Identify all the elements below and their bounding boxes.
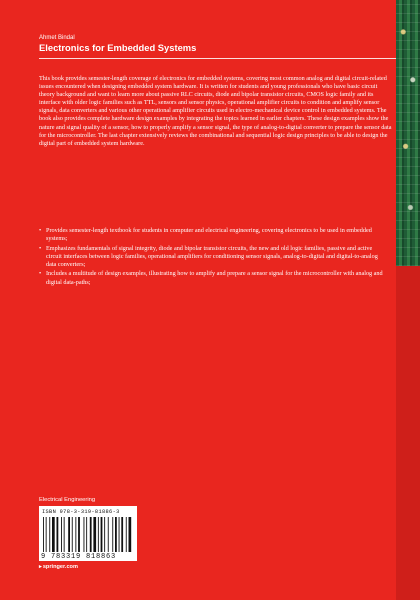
barcode-bar: [121, 517, 123, 552]
circuit-board-image: [396, 0, 420, 266]
barcode-bar: [68, 517, 70, 552]
barcode-bar: [78, 517, 80, 552]
barcode-bar: [52, 517, 55, 552]
barcode-bar: [90, 517, 92, 552]
barcode-bar: [126, 517, 127, 552]
feature-item: [39, 270, 389, 286]
barcode-bar: [104, 517, 105, 552]
bullet-icon: •: [39, 227, 42, 234]
isbn-barcode: [39, 506, 137, 561]
isbn-number: ISBN 978-3-319-81886-3: [42, 509, 120, 515]
feature-item: [39, 227, 389, 243]
barcode-bar: [61, 517, 62, 552]
barcode-bar: [49, 517, 50, 552]
feature-text: Provides semester-length textbook for students in computer and electrical engineering, covering electronics to be used in embedded systems;: [46, 227, 372, 243]
feature-text: Emphasizes fundamentals of signal integrity, diode and bipolar transistor circuits, the new and old logic families, passive and active circuit interfaces between logic families, operational amplifiers for conditioning sensor signals, analog-to-digital and digital-to-analog data converters;: [46, 244, 378, 268]
barcode-bar: [101, 517, 103, 552]
barcode-bar: [93, 517, 96, 552]
title-divider: [39, 58, 396, 59]
barcode-bar: [84, 517, 85, 552]
bullet-icon: •: [39, 244, 42, 252]
feature-text: Includes a multitude of design examples, illustrating how to amplify and prepare a sensor signal for the microcontroller with analog and digital data-paths;: [46, 270, 383, 286]
barcode-bar: [112, 517, 113, 552]
feature-item: [39, 245, 389, 269]
book-description: This book provides semester-length coverage of electronics for embedded systems, covering most common analog and digital circuit-related issues encountered when designing embedded system hardware. It is written for students and young professionals who have basic circuit theory background and want to learn more about passive RLC circuits, diode and bipolar transistor circuits, CMOS logic family and its interface with older logic families such as TTL, sensors and sensor physics, operational amplifier circuits to condition and amplify sensor signals, data converters and various other operational amplifier circuits used in electro-mechanical device control in embedded systems. The book also provides complete hardware design examples by integrating the topics learned in earlier chapters. These design examples show the nature and signal quality of a sensor, how to properly amplify a sensor signal, the type of analog-to-digital converter to prepare the sensor data for the microcontroller. The last chapter extensively reviews the combinational and sequential logic design principles to be able to design the digital part of embedded system hardware.: [39, 75, 392, 147]
barcode-bar: [119, 517, 120, 552]
barcode-bar: [129, 517, 132, 552]
series-label: Electrical Engineering: [39, 497, 96, 503]
feature-list: [39, 227, 389, 288]
author-name: Ahmet Bindal: [39, 35, 75, 41]
barcode-bar: [115, 517, 117, 552]
barcode-bar: [64, 517, 65, 552]
publisher-link[interactable]: [39, 564, 78, 570]
arrow-right-icon: ▸: [39, 564, 42, 570]
barcode-bars: [42, 517, 134, 552]
book-title: Electronics for Embedded Systems: [39, 42, 197, 53]
barcode-digits: 9 783319 818863: [41, 553, 117, 561]
cover-edge-strip: [396, 266, 420, 600]
barcode-bar: [46, 517, 47, 552]
barcode-bar: [57, 517, 59, 552]
barcode-bar: [108, 517, 109, 552]
barcode-bar: [75, 517, 76, 552]
barcode-bar: [86, 517, 87, 552]
bullet-icon: •: [39, 270, 42, 278]
barcode-bar: [72, 517, 73, 552]
barcode-bar: [43, 517, 44, 552]
publisher-url: springer.com: [42, 564, 78, 570]
barcode-bar: [98, 517, 99, 552]
